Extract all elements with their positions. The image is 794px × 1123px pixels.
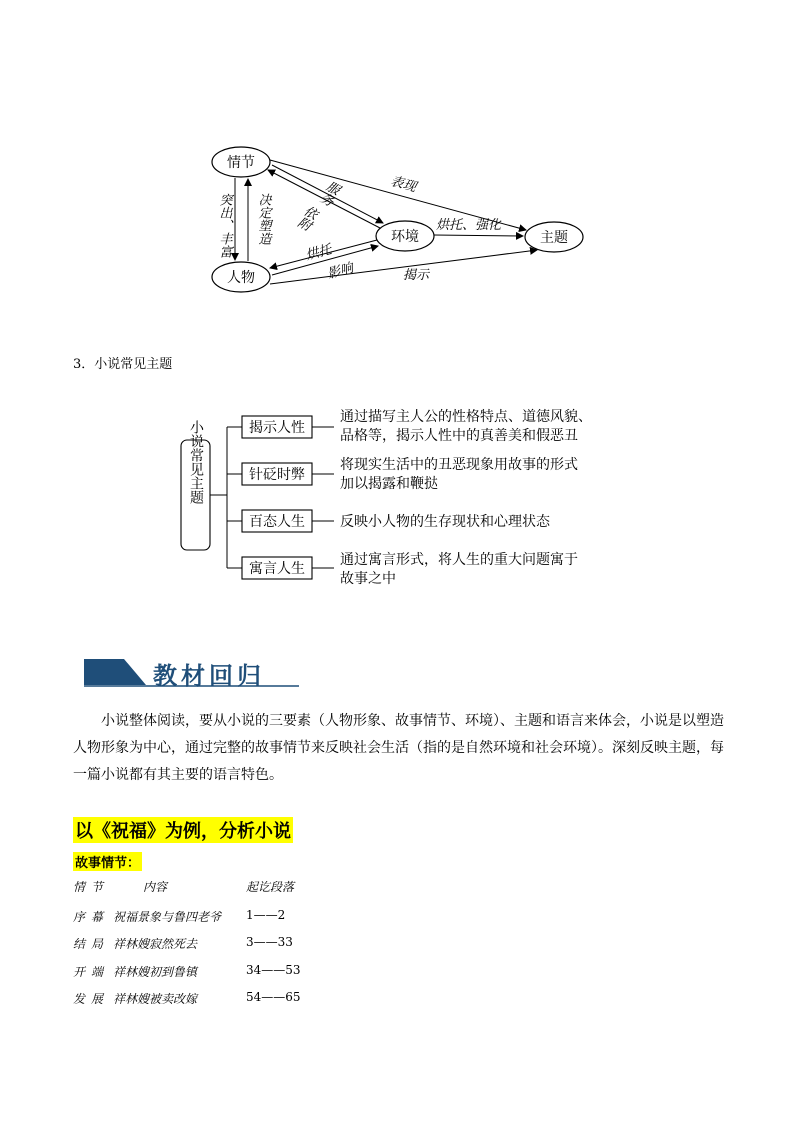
label-reveal: 揭示 — [403, 268, 430, 283]
branch-1 — [242, 408, 592, 444]
branch-1-desc-2: 品格等，揭示人性中的真善美和假恶丑 — [340, 428, 578, 444]
header-content: 内容 — [143, 880, 168, 894]
cell-content: 祥林嫂被卖改嫁 — [113, 992, 198, 1006]
cell-plot: 开端 — [73, 965, 110, 979]
branch-3-desc-1: 反映小人物的生存现状和心理状态 — [340, 514, 550, 530]
branch-3-label: 百态人生 — [249, 514, 305, 530]
label-serve: 服务 — [315, 177, 342, 208]
branch-4 — [242, 551, 578, 587]
label-express: 表现 — [388, 174, 418, 196]
branch-2-desc-1: 将现实生活中的丑恶现象用故事的形式 — [340, 457, 578, 473]
branch-2-desc-2: 加以揭露和鞭挞 — [340, 476, 438, 492]
intro-paragraph: 小说整体阅读，要从小说的三要素（人物形象、故事情节、环境）、主题和语言来体会，小说是以塑造人物形象为中心，通过完整的故事情节来反映社会生活（指的是自然环境和社会环境）。深刻反映主题，每一篇小说都有其主要的语言特色。 — [73, 713, 724, 783]
cell-paragraphs: 34——53 — [246, 963, 301, 977]
cell-plot: 序幕 — [73, 910, 110, 924]
branch-4-desc-1: 通过寓言形式，将人生的重大问题寓于 — [340, 552, 578, 568]
node-character-label: 人物 — [227, 270, 255, 286]
label-highlight-rich: 突出、丰富 — [216, 193, 232, 258]
header-paragraphs: 起讫段落 — [246, 880, 295, 894]
example-title: 以《祝福》为例，分析小说 — [73, 817, 293, 843]
label-decide-shape: 决定塑造 — [255, 193, 271, 245]
label-influence: 影响 — [325, 260, 355, 283]
plot-subtitle: 故事情节： — [73, 852, 142, 871]
label-set-off: 烘托 — [304, 242, 334, 264]
cell-paragraphs: 3——33 — [246, 935, 293, 949]
node-environment-label: 环境 — [391, 229, 419, 245]
root-label: 小说常见主题 — [188, 420, 204, 504]
cell-content: 祥林嫂寂然死去 — [113, 937, 198, 951]
edge-environment-theme — [434, 235, 523, 236]
branch-4-desc-2: 故事之中 — [340, 571, 396, 587]
header-plot: 情节 — [73, 880, 110, 894]
branch-1-desc-1: 通过描写主人公的性格特点、道德风貌、 — [340, 409, 592, 425]
cell-paragraphs: 1——2 — [246, 908, 286, 922]
elements-relationship-diagram — [0, 0, 794, 330]
node-theme-label: 主题 — [540, 230, 568, 246]
branch-1-label: 揭示人性 — [249, 420, 305, 436]
cell-content: 祝福景象与鲁四老爷 — [113, 910, 222, 924]
common-themes-diagram — [0, 390, 794, 600]
branch-4-label: 寓言人生 — [249, 561, 305, 577]
cell-paragraphs: 54——65 — [246, 990, 301, 1004]
label-set-off-strengthen: 烘托、强化 — [436, 218, 502, 233]
node-plot-label: 情节 — [227, 155, 255, 171]
branch-2 — [242, 456, 578, 492]
branch-3 — [242, 510, 551, 532]
cell-plot: 发展 — [73, 992, 110, 1006]
section-title: 教材回归 — [153, 661, 265, 690]
cell-content: 祥林嫂初到鲁镇 — [113, 965, 198, 979]
section-heading-3: 3．小说常见主题 — [73, 357, 173, 372]
branch-2-label: 针砭时弊 — [249, 467, 305, 483]
cell-plot: 结局 — [73, 937, 110, 951]
label-depend: 依附 — [293, 202, 319, 233]
